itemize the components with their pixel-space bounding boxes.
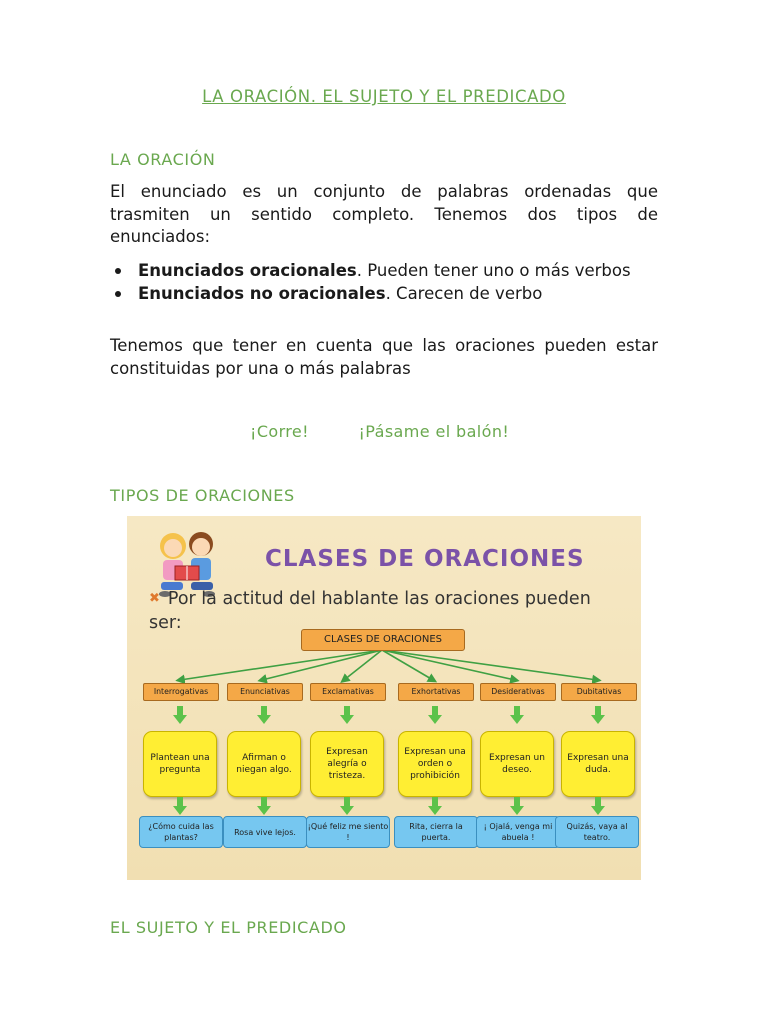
bullet-text: . Carecen de verbo (385, 284, 543, 303)
down-arrow-icon (428, 706, 442, 724)
section-heading-tipos: TIPOS DE ORACIONES (110, 486, 295, 505)
section-heading-la-oracion: LA ORACIÓN (110, 150, 216, 169)
down-arrow-icon (257, 797, 271, 815)
category-exhortativas: Exhortativas (398, 683, 474, 701)
description-box: Expresan alegría o tristeza. (310, 731, 384, 797)
bullet-item (110, 283, 658, 304)
example-box: ¡Qué feliz me siento ! (306, 816, 390, 848)
category-desiderativas: Desiderativas (480, 683, 556, 701)
note-paragraph: Tenemos que tener en cuenta que las oraciones pueden estar constituidas por una o más palabras (110, 336, 658, 378)
example-box: Quizás, vaya al teatro. (555, 816, 639, 848)
description-box: Expresan un deseo. (480, 731, 554, 797)
diagram-root-box: CLASES DE ORACIONES (301, 629, 465, 651)
bullet-list (110, 260, 658, 306)
description-box: Expresan una duda. (561, 731, 635, 797)
document-title: LA ORACIÓN. EL SUJETO Y EL PREDICADO (202, 87, 566, 106)
clases-de-oraciones-diagram (127, 516, 641, 880)
category-exclamativas: Exclamativas (310, 683, 386, 701)
diagram-title: CLASES DE ORACIONES (265, 546, 585, 572)
down-arrow-icon (257, 706, 271, 724)
examples-line (250, 422, 509, 441)
connector-line (382, 650, 433, 680)
down-arrow-icon (173, 706, 187, 724)
down-arrow-icon (340, 797, 354, 815)
bullet-bold: Enunciados no oracionales (138, 284, 386, 303)
down-arrow-icon (428, 797, 442, 815)
down-arrow-icon (510, 797, 524, 815)
down-arrow-icon (591, 706, 605, 724)
category-dubitativas: Dubitativas (561, 683, 637, 701)
down-arrow-icon (173, 797, 187, 815)
section-heading-sujeto-predicado: EL SUJETO Y EL PREDICADO (110, 918, 347, 937)
bullet-item (110, 260, 658, 281)
down-arrow-icon (510, 706, 524, 724)
example-pasame: ¡Pásame el balón! (358, 422, 510, 441)
example-corre: ¡Corre! (250, 422, 309, 441)
down-arrow-icon (340, 706, 354, 724)
description-box: Plantean una pregunta (143, 731, 217, 797)
intro-paragraph: El enunciado es un conjunto de palabras ordenadas que trasmiten un sentido completo. Tenemos dos tipos de enunciados: (110, 182, 658, 246)
description-box: Expresan una orden o prohibición (398, 731, 472, 797)
diagram-subtitle-text: Por la actitud del hablante las oraciones pueden ser: (149, 589, 591, 633)
example-box: ¡ Ojalá, venga mi abuela ! (476, 816, 560, 848)
bullet-bold: Enunciados oracionales (138, 261, 357, 280)
category-interrogativas: Interrogativas (143, 683, 219, 701)
category-enunciativas: Enunciativas (227, 683, 303, 701)
connector-line (382, 650, 597, 680)
example-box: Rosa vive lejos. (223, 816, 307, 848)
description-box: Afirman o niegan algo. (227, 731, 301, 797)
example-box: Rita, cierra la puerta. (394, 816, 478, 848)
bullet-text: . Pueden tener uno o más verbos (356, 261, 631, 280)
down-arrow-icon (591, 797, 605, 815)
example-box: ¿Cómo cuida las plantas? (139, 816, 223, 848)
bullet-x-icon: ✖ (149, 591, 160, 606)
